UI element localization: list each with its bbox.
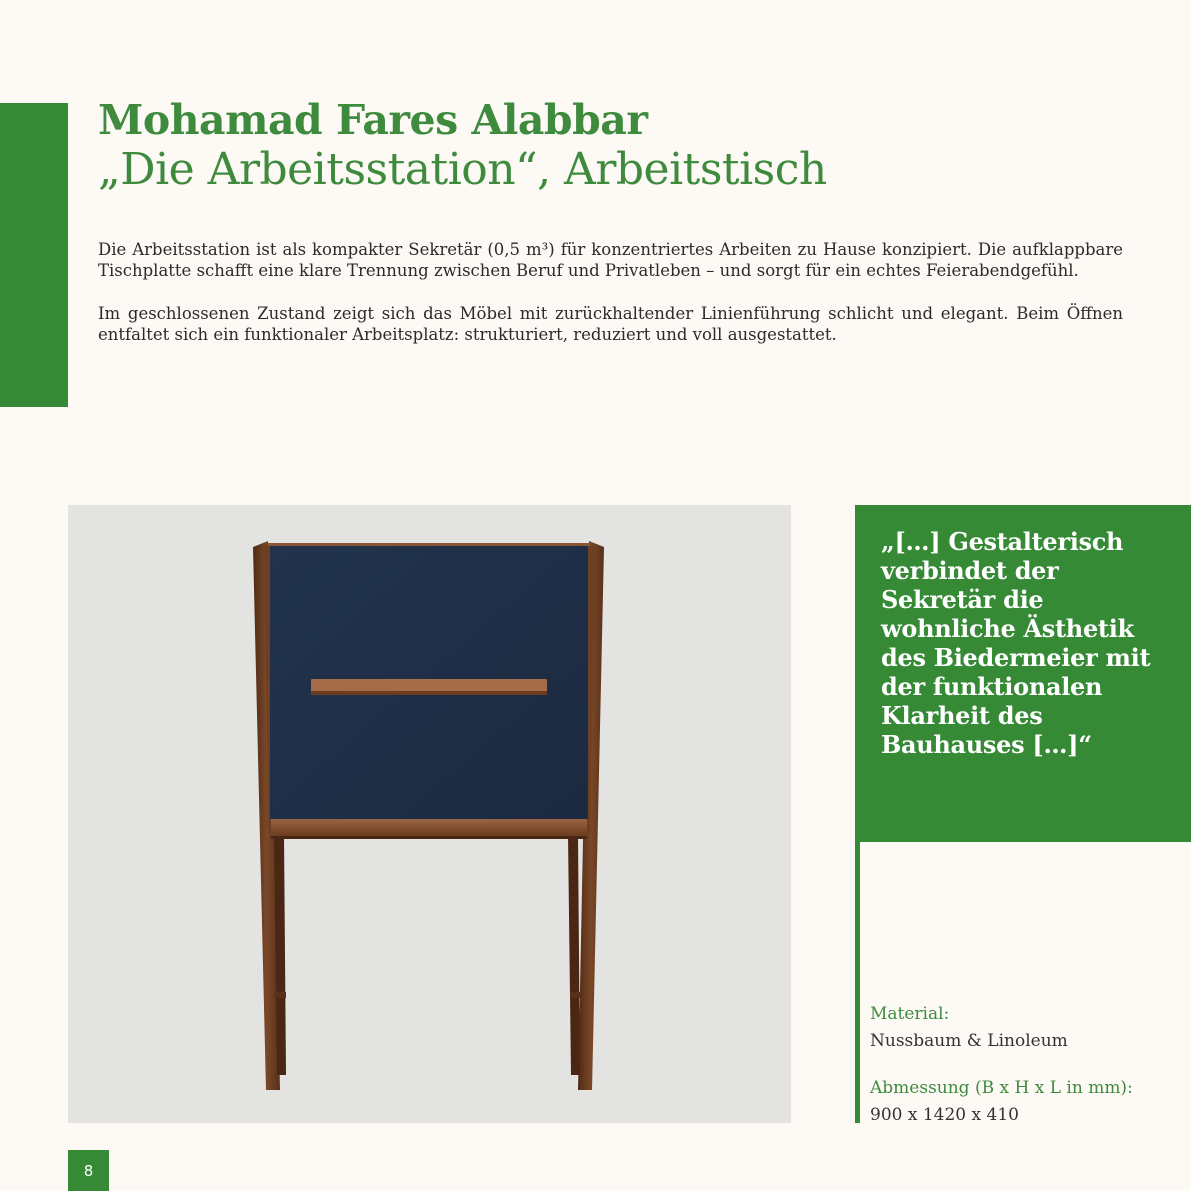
designer-name: Mohamad Fares Alabbar (98, 96, 648, 144)
intro-paragraph: Im geschlossenen Zustand zeigt sich das Möbel mit zurückhaltender Linienführung schlicht und elegant. Beim Öffnen entfaltet sich ein funktionaler Arbeitsplatz: strukturiert, reduziert und voll ausgestattet. (98, 304, 1123, 344)
green-side-bar (0, 103, 68, 407)
work-title: „Die Arbeitsstation“, Arbeitstisch (98, 144, 827, 195)
furniture-photo (68, 505, 791, 1123)
intro-text (98, 240, 1123, 368)
dimension-label: Abmessung (B x H x L in mm): (870, 1078, 1133, 1098)
dimension-value: 900 x 1420 x 410 (870, 1105, 1019, 1125)
quote-box (855, 505, 1191, 842)
intro-paragraph: Die Arbeitsstation ist als kompakter Sekretär (0,5 m³) für konzentriertes Arbeiten zu Hause konzipiert. Die aufklappbare Tischplatte schafft eine klare Trennung zwischen Beruf und Privatleben – und sorgt für ein echtes Feierabendgefühl. (98, 240, 1123, 280)
quote-text: „[…] Gestalterisch verbindet der Sekretär die wohnliche Ästhetik des Biedermeier mit der funktionalen Klarheit des Bauhauses […]“ (881, 527, 1151, 759)
material-value: Nussbaum & Linoleum (870, 1031, 1068, 1051)
secretary-desk-illustration (68, 505, 791, 1123)
material-label: Material: (870, 1004, 950, 1024)
green-vertical-line (855, 842, 860, 1123)
page-number: 8 (68, 1150, 109, 1191)
